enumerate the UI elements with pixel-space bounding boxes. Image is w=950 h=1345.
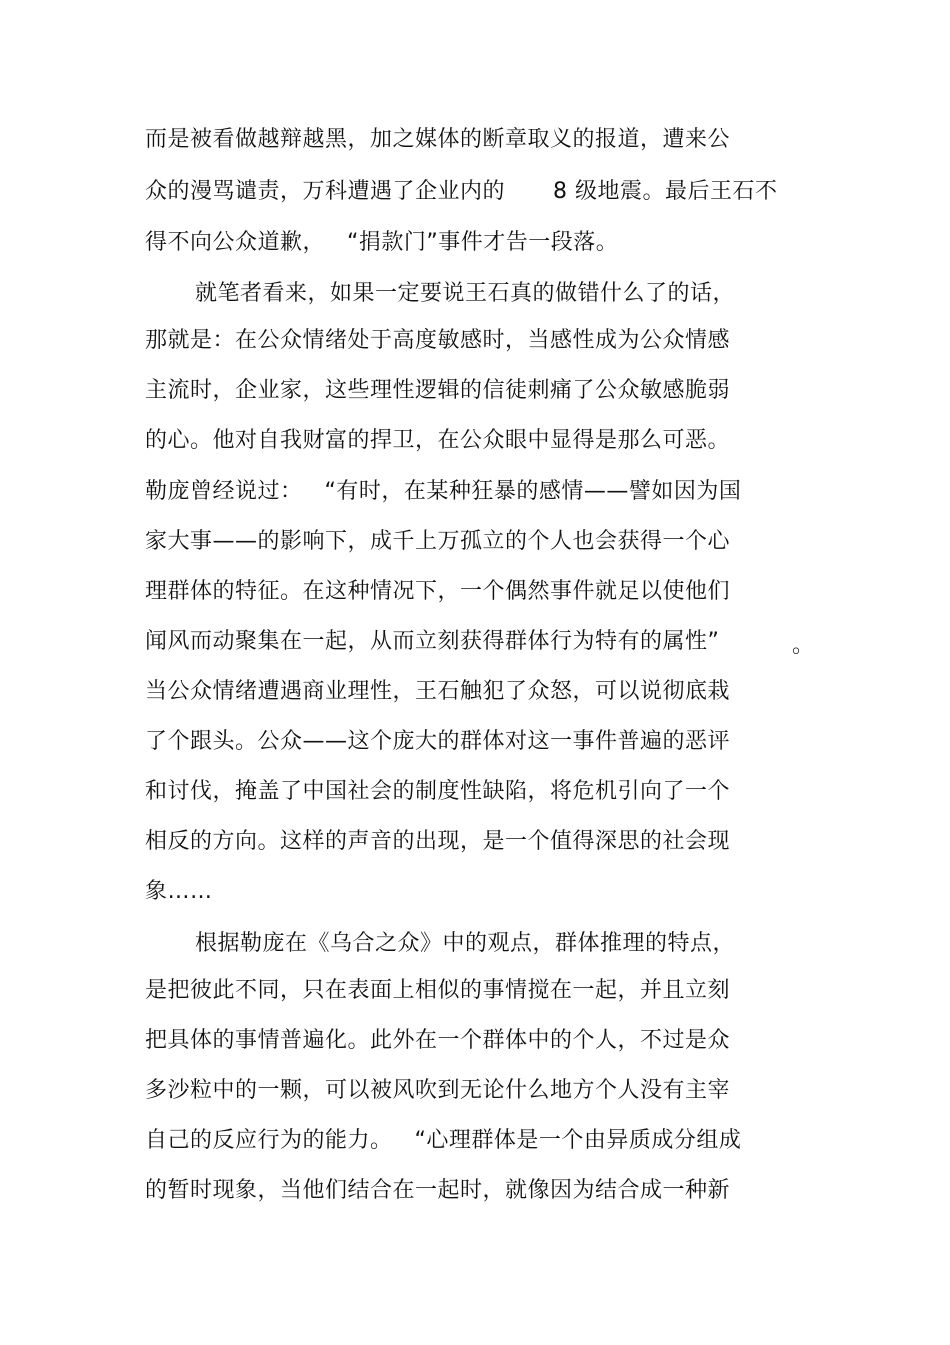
text-run: 相反的方向。这样的声音的出现，是一个值得深思的社会现 [145,829,731,854]
paragraph-first-line [195,279,735,309]
text-run: 家大事——的影响下，成千上万孤立的个人也会获得一个心 [145,529,731,554]
text-line [145,827,730,857]
trailing-period: 。 [792,633,815,658]
text-run: 的暂时现象，当他们结合在一起时，就像因为结合成一种新 [145,1178,731,1203]
text-line [145,125,730,155]
text-line [145,477,741,507]
paragraph-first-line [195,929,735,959]
text-run: 把具体的事情普遍化。此外在一个群体中的个人，不过是众 [145,1028,731,1053]
text-run: 闻风而动聚集在一起，从而立刻获得群体行为特有的属性” [145,629,720,654]
text-run: 众的漫骂谴责，万科遭遇了企业内的 [145,179,506,204]
text-run: 当公众情绪遭遇商业理性，王石触犯了众怒，可以说彻底栽 [145,679,731,704]
text-line [145,326,730,356]
text-run: “有时，在某种狂暴的感情——譬如因为国 [324,479,742,504]
text-run: 就笔者看来，如果一定要说王石真的做错什么了的话， [195,281,736,306]
text-run: 8 级地震。最后王石不 [553,179,778,204]
text-line [145,1176,730,1206]
text-run: 主流时，企业家，这些理性逻辑的信徒刺痛了公众敏感脆弱 [145,378,731,403]
text-line [145,777,730,807]
text-run: 是把彼此不同，只在表面上相似的事情搅在一起，并且立刻 [145,978,731,1003]
text-line [145,577,730,607]
text-run: 了个跟头。公众——这个庞大的群体对这一事件普遍的恶评 [145,729,731,754]
text-line [145,177,778,207]
text-run: 象…… [145,879,213,904]
text-run: 的心。他对自我财富的捍卫，在公众眼中显得是那么可恶。 [145,428,731,453]
text-line [145,376,730,406]
text-run: “捐款门”事件才告一段落。 [347,230,619,255]
text-run: 而是被看做越辩越黑，加之媒体的断章取义的报道，遭来公 [145,127,731,152]
text-line [145,1026,730,1056]
text-line [145,727,730,757]
text-line [145,976,730,1006]
text-line [145,527,730,557]
text-run: 和讨伐，掩盖了中国社会的制度性缺陷，将危机引向了一个 [145,779,731,804]
text-run: “心理群体是一个由异质成分组成 [414,1128,742,1153]
text-run: 勒庞曾经说过： [145,479,303,504]
text-run: 得不向公众道歉， [145,230,326,255]
text-line [145,877,213,907]
text-line [145,1126,741,1156]
text-line [145,228,618,258]
text-run: 根据勒庞在《乌合之众》中的观点，群体推理的特点， [195,931,736,956]
text-line [145,677,730,707]
text-run: 那就是：在公众情绪处于高度敏感时，当感性成为公众情感 [145,328,731,353]
text-run: 自己的反应行为的能力。 [145,1128,393,1153]
text-line [145,1076,730,1106]
text-run: 理群体的特征。在这种情况下，一个偶然事件就足以使他们 [145,579,731,604]
text-line [145,627,719,657]
text-line [145,426,730,456]
text-run: 多沙粒中的一颗，可以被风吹到无论什么地方个人没有主宰 [145,1078,731,1103]
